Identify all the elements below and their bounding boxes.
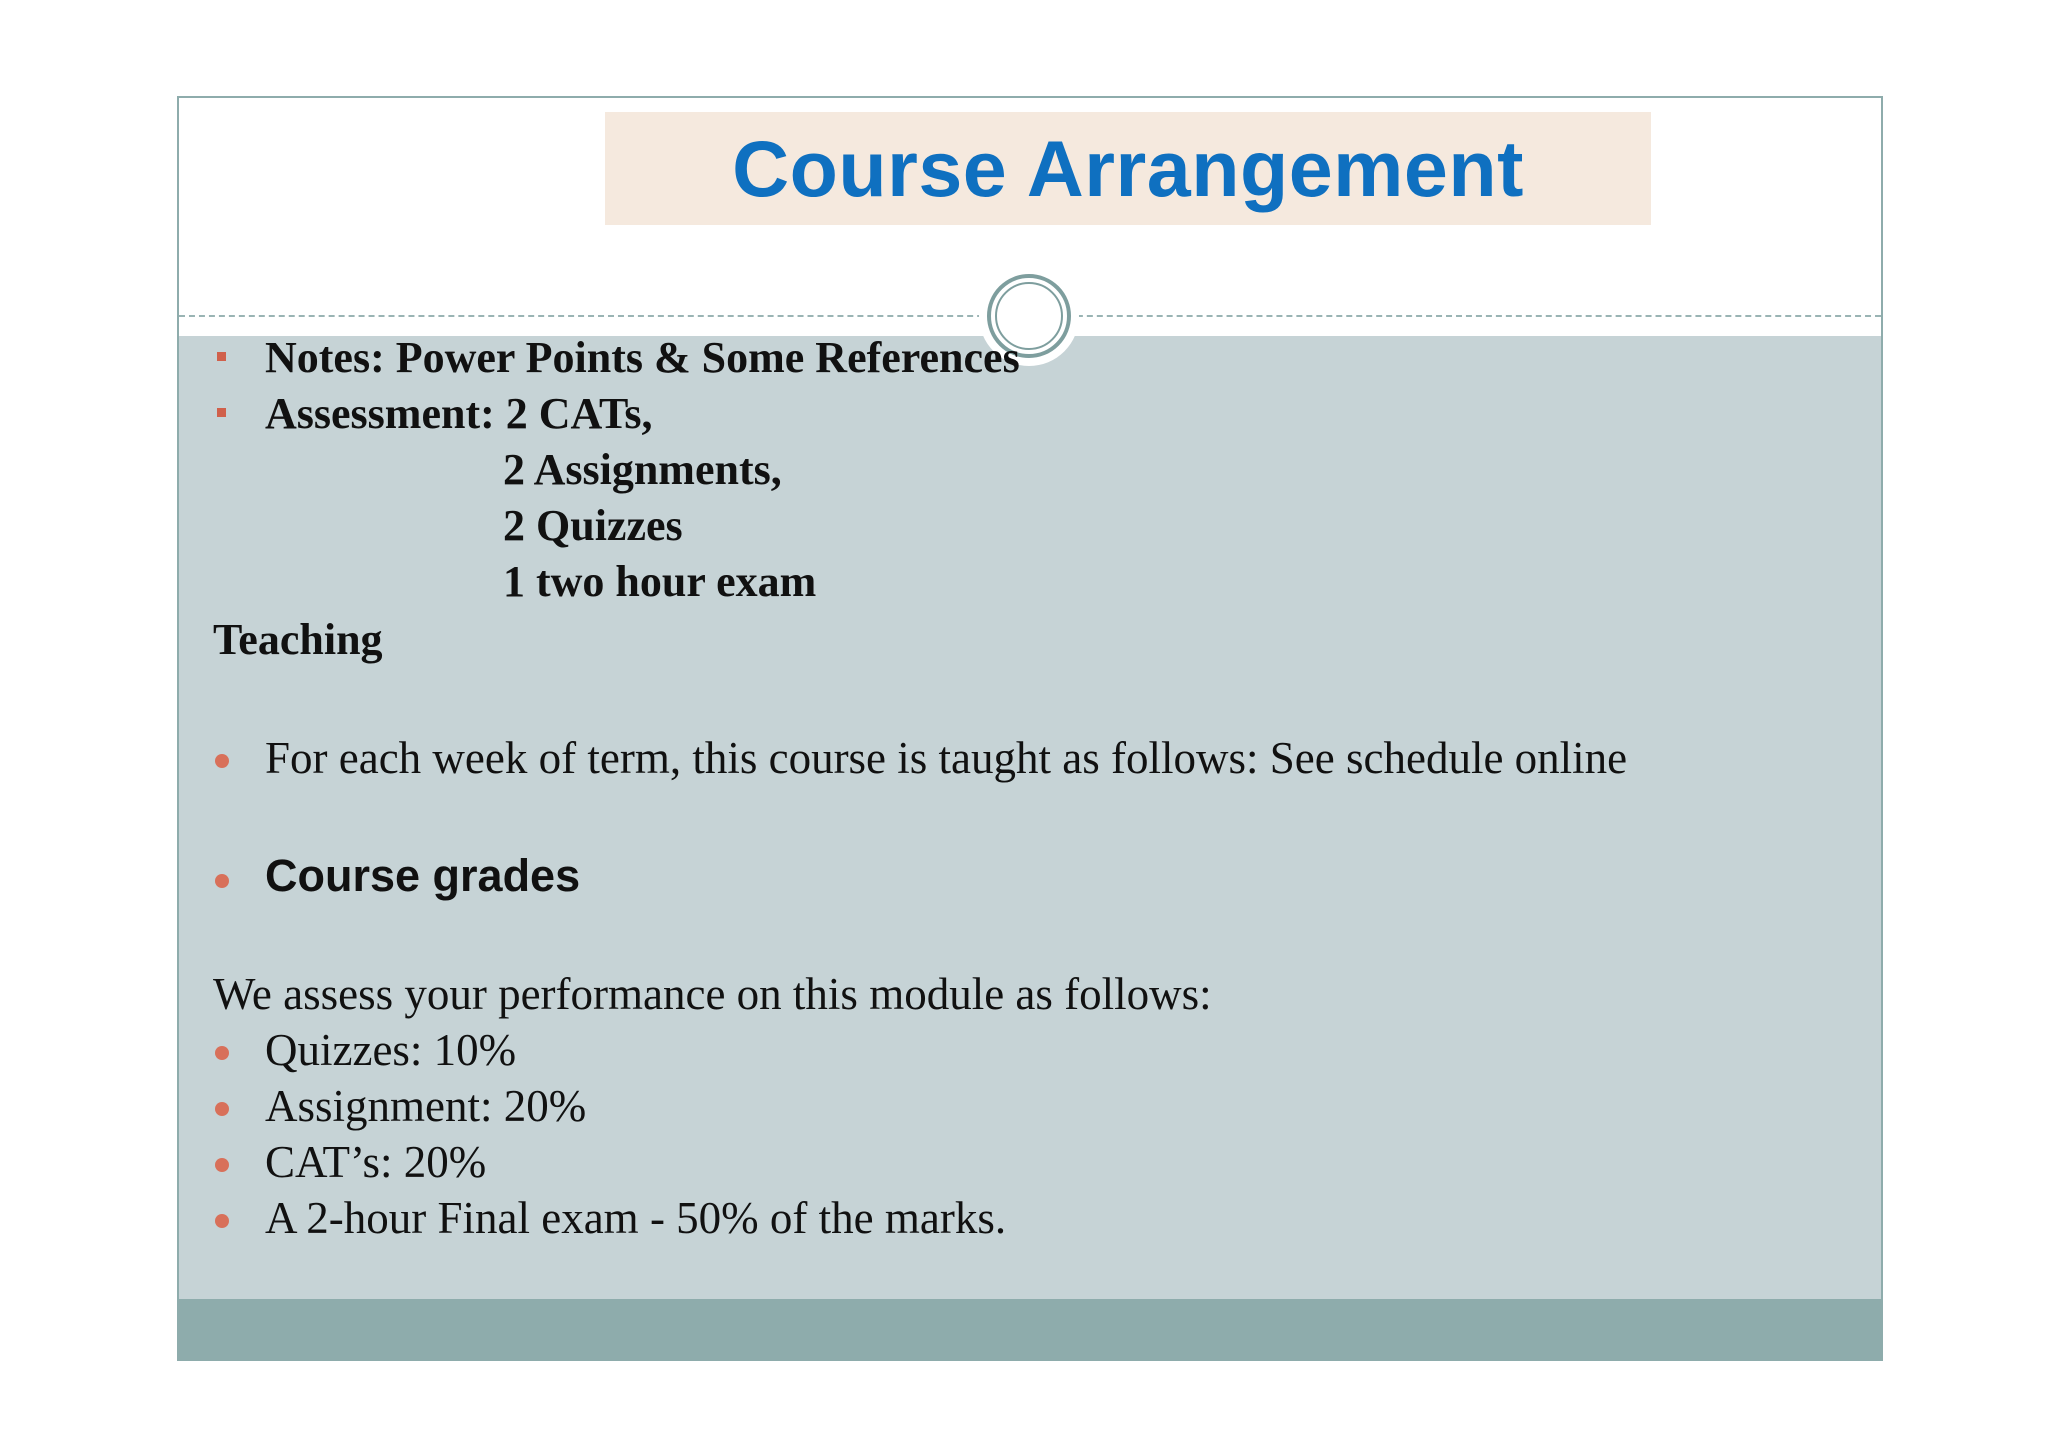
footer-band: [179, 1299, 1881, 1359]
assessment-item: 2 Assignments,: [503, 445, 782, 494]
teaching-heading: Teaching: [213, 615, 383, 664]
grade-item: Quizzes: 10%: [265, 1025, 517, 1075]
slide: [177, 96, 1883, 1361]
teaching-bullet: For each week of term, this course is taught as follows: See schedule online: [265, 733, 1628, 783]
square-bullet-icon: [217, 352, 226, 361]
circle-bullet-icon: [215, 1214, 229, 1228]
slide-title: Course Arrangement: [732, 123, 1524, 213]
assessment-item: 2 Quizzes: [503, 501, 683, 550]
square-bullet-icon: [217, 408, 226, 417]
notes-line: Notes: Power Points & Some References: [265, 333, 1020, 382]
circle-bullet-icon: [215, 1158, 229, 1172]
grade-item: CAT’s: 20%: [265, 1137, 487, 1187]
circle-bullet-icon: [215, 1102, 229, 1116]
circle-bullet-icon: [215, 874, 229, 888]
circle-bullet-icon: [215, 1046, 229, 1060]
grades-intro: We assess your performance on this module as follows:: [213, 969, 1212, 1019]
grades-heading: Course grades: [265, 850, 581, 901]
grade-item: A 2-hour Final exam - 50% of the marks.: [265, 1193, 1007, 1243]
assessment-line: Assessment: 2 CATs,: [265, 389, 653, 438]
circle-bullet-icon: [215, 754, 229, 768]
title-band: [605, 112, 1651, 225]
assessment-item: 1 two hour exam: [503, 557, 817, 606]
grade-item: Assignment: 20%: [265, 1081, 587, 1131]
